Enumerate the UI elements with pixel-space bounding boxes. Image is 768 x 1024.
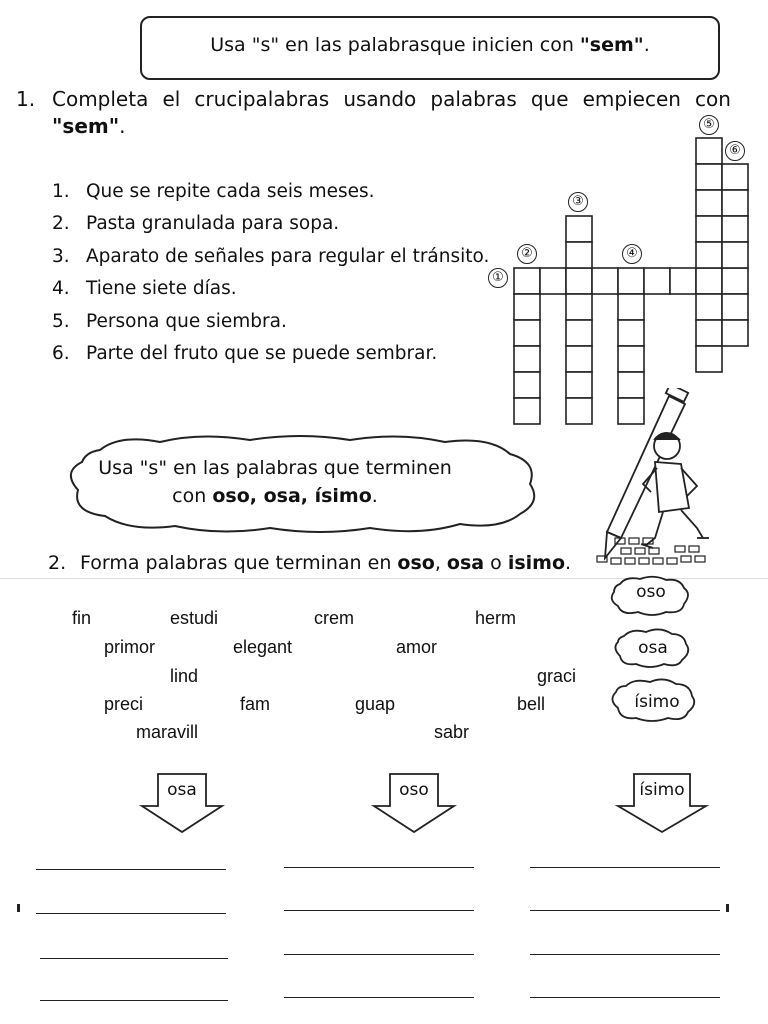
crossword-cell[interactable] xyxy=(696,138,722,164)
crossword-cell[interactable] xyxy=(514,372,540,398)
crossword-cell[interactable] xyxy=(722,242,748,268)
answer-line-osa-2[interactable] xyxy=(36,913,226,914)
crossword-cell[interactable] xyxy=(618,346,644,372)
clue-6: 6. Parte del fruto que se puede sembrar. xyxy=(52,343,438,365)
word-fam: fam xyxy=(240,694,271,714)
crossword-number-3: ③ xyxy=(568,192,588,212)
bubble-osa: osa xyxy=(638,638,668,658)
crossword-cell[interactable] xyxy=(696,164,722,190)
word-fin: fin xyxy=(72,608,92,628)
rule-text-sem: Usa "s" en las palabrasque inicien con "sem". xyxy=(210,34,650,56)
clue-2: 2. Pasta granulada para sopa. xyxy=(52,213,340,235)
crossword-number-1: ① xyxy=(488,268,508,288)
answer-line-isimo-3[interactable] xyxy=(530,954,720,955)
crossword-cell[interactable] xyxy=(670,268,696,294)
answer-line-oso-4[interactable] xyxy=(284,997,474,998)
crossword-cell[interactable] xyxy=(566,242,592,268)
scan-mark-right xyxy=(726,904,729,912)
answer-line-oso-3[interactable] xyxy=(284,954,474,955)
column-header-isimo: ísimo xyxy=(639,780,685,800)
crossword-cell[interactable] xyxy=(696,320,722,346)
bubble-isimo: ísimo xyxy=(634,692,680,712)
crossword-cell[interactable] xyxy=(722,320,748,346)
answer-line-osa-4[interactable] xyxy=(40,1000,228,1001)
clue-3: 3. Aparato de señales para regular el tránsito. xyxy=(52,245,490,267)
word-lind: lind xyxy=(170,666,199,686)
crossword-number-2: ② xyxy=(517,244,537,264)
word-herm: herm xyxy=(475,608,517,628)
word-amor: amor xyxy=(396,637,438,657)
boy-with-pencil-illustration xyxy=(585,388,725,573)
crossword-cell[interactable] xyxy=(696,346,722,372)
crossword-cell[interactable] xyxy=(514,346,540,372)
crossword-cell[interactable] xyxy=(696,294,722,320)
crossword-cell[interactable] xyxy=(514,268,540,294)
crossword-cell[interactable] xyxy=(566,346,592,372)
crossword-cell[interactable] xyxy=(514,320,540,346)
crossword-cell[interactable] xyxy=(722,190,748,216)
column-header-osa: osa xyxy=(167,780,197,800)
word-sabr: sabr xyxy=(434,722,470,742)
crossword-cell[interactable] xyxy=(618,320,644,346)
crossword-cell[interactable] xyxy=(566,294,592,320)
exercise-2-heading: 2. Forma palabras que terminan en oso, osa o isimo. xyxy=(48,552,572,574)
crossword-cell[interactable] xyxy=(566,320,592,346)
answer-line-isimo-1[interactable] xyxy=(530,867,720,868)
crossword-number-6: ⑥ xyxy=(725,141,745,161)
exercise-1-heading: 1. Completa el crucipalabras usando palabras que empiecen con "sem". xyxy=(16,87,731,138)
crossword-cell[interactable] xyxy=(696,190,722,216)
scan-mark-left xyxy=(17,904,20,912)
crossword-cell[interactable] xyxy=(514,398,540,424)
answer-line-osa-1[interactable] xyxy=(36,869,226,870)
crossword-cell[interactable] xyxy=(514,294,540,320)
crossword-cell[interactable] xyxy=(696,216,722,242)
crossword-cell[interactable] xyxy=(696,268,722,294)
word-estudi: estudi xyxy=(170,608,219,628)
crossword-cell[interactable] xyxy=(722,216,748,242)
crossword-cell[interactable] xyxy=(618,294,644,320)
crossword-cell[interactable] xyxy=(696,242,722,268)
word-primor: primor xyxy=(104,637,156,657)
clue-5: 5. Persona que siembra. xyxy=(52,310,287,332)
word-bell: bell xyxy=(517,694,546,714)
crossword-number-4: ④ xyxy=(622,244,642,264)
answer-line-isimo-4[interactable] xyxy=(530,997,720,998)
word-preci: preci xyxy=(104,694,144,714)
word-crem: crem xyxy=(314,608,354,628)
crossword-clues xyxy=(52,176,489,370)
word-maravill: maravill xyxy=(136,722,199,742)
crossword-cell[interactable] xyxy=(566,268,592,294)
crossword-cell[interactable] xyxy=(540,268,566,294)
word-guap: guap xyxy=(355,694,396,714)
crossword-cell[interactable] xyxy=(722,164,748,190)
crossword-cell[interactable] xyxy=(644,268,670,294)
crossword-cell[interactable] xyxy=(722,294,748,320)
crossword-grid[interactable] xyxy=(480,108,760,428)
word-elegant: elegant xyxy=(233,637,293,657)
bubble-oso: oso xyxy=(636,582,666,602)
word-graci: graci xyxy=(537,666,577,686)
crossword-cell[interactable] xyxy=(618,268,644,294)
crossword-cell[interactable] xyxy=(592,268,618,294)
crossword-cell[interactable] xyxy=(566,216,592,242)
clue-1: 1. Que se repite cada seis meses. xyxy=(52,181,375,202)
crossword-cell[interactable] xyxy=(722,268,748,294)
answer-line-oso-1[interactable] xyxy=(284,867,474,868)
answer-line-osa-3[interactable] xyxy=(40,958,228,959)
answer-line-oso-2[interactable] xyxy=(284,910,474,911)
answer-line-isimo-2[interactable] xyxy=(530,910,720,911)
column-header-oso: oso xyxy=(399,780,429,800)
crossword-number-5: ⑤ xyxy=(699,115,719,135)
clue-4: 4. Tiene siete días. xyxy=(52,278,237,300)
rule-text-endings: Usa "s" en las palabras que terminen con oso, osa, ísimo. xyxy=(98,457,452,507)
